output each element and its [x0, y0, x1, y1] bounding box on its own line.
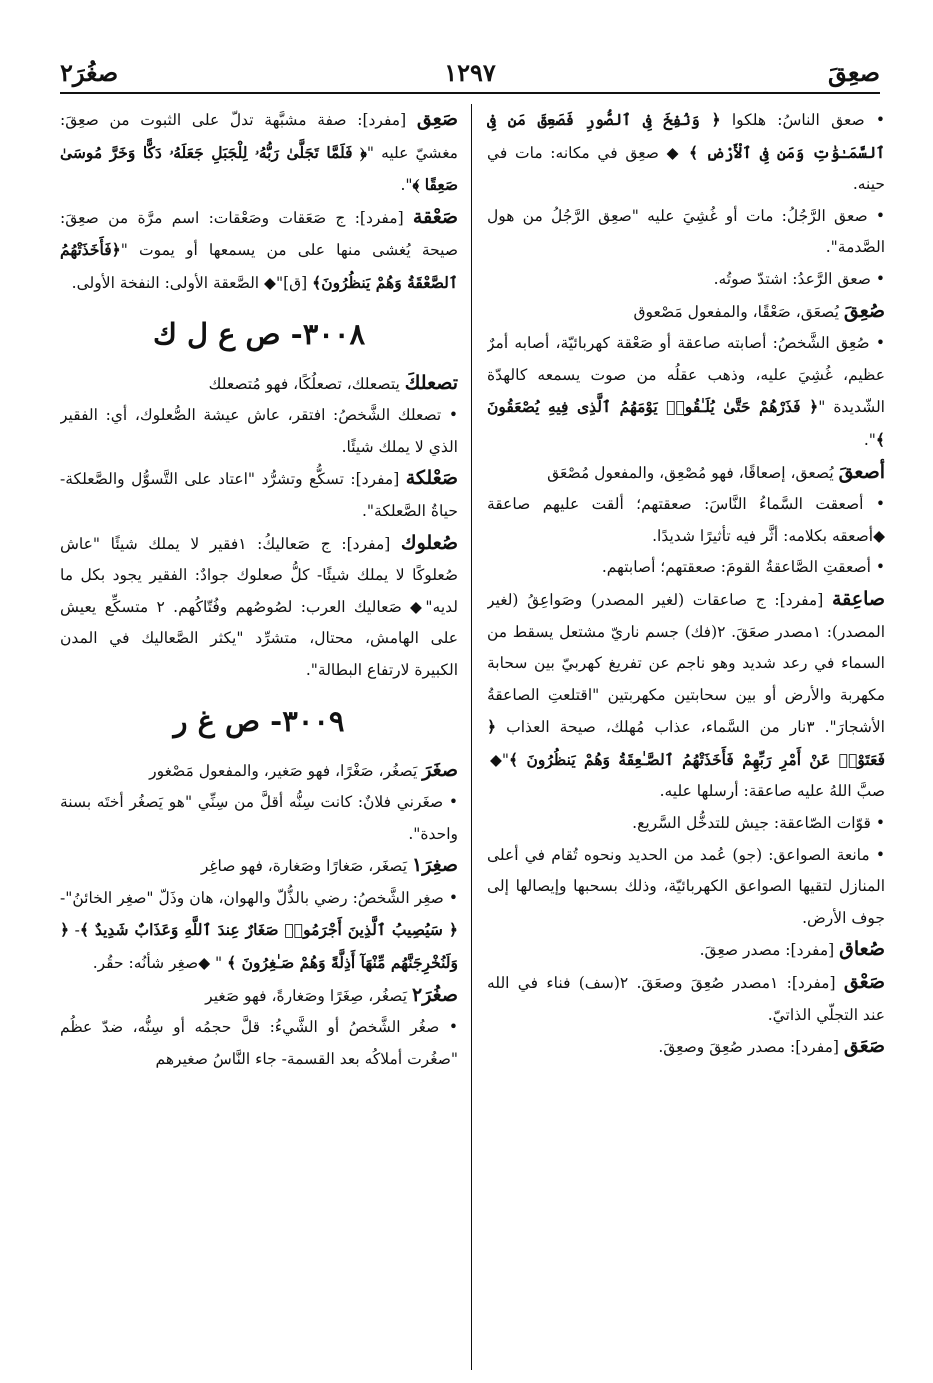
- entry-paragraph: [60, 202, 458, 300]
- entry-paragraph: [60, 755, 458, 788]
- root-section-heading: ٣٠٠٩- ص غ ر: [173, 703, 345, 738]
- entry-headword: صَعْلكة: [405, 467, 458, 490]
- entry-text: يَصغَر، صَغارًا وصَغارة، فهو صاغِر: [200, 857, 412, 876]
- entry-text: • صعق الناسُ: هلكوا: [720, 111, 885, 129]
- entry-text: [ق]"◆ الصَّعقة الأولى: النفخة الأولى.: [71, 273, 313, 292]
- entry-text: ◆ صعِق في مكانه: مات في حينه.: [487, 143, 885, 194]
- left-column: [60, 104, 458, 1374]
- entry-paragraph: [60, 787, 458, 850]
- entry-text: • تصعلك الشَّخصُ: افتقر، عاش عيشة الصُّعلوك، أي: الفقير الذي لا يملك شيئًا.: [60, 406, 458, 456]
- entry-headword: صُعاق: [839, 938, 885, 961]
- entry-text: • قوّات الصّاعقة: جيش للتدخُّل السَّريع.: [632, 814, 885, 833]
- entry-text: • صعق الرَّعدُ: اشتدّ صوتُه.: [713, 269, 885, 288]
- entry-paragraph: [487, 104, 885, 201]
- entry-text: [681, 144, 689, 162]
- entry-headword: صاعِقة: [831, 587, 885, 610]
- entry-paragraph: [487, 1031, 885, 1064]
- entry-paragraph: [487, 934, 885, 967]
- entry-paragraph: [60, 400, 458, 463]
- entry-text: • أصعقتِ الصَّاعقةُ القومَ: صعقتهم؛ أصابتهم.: [601, 558, 885, 577]
- entry-paragraph: [487, 328, 885, 456]
- entry-headword: صغِرَ١: [411, 854, 458, 877]
- entry-paragraph: [487, 201, 885, 264]
- entry-text: [مفرد]: ج صَعَقات وصَعْقات: اسم مرَّة من صعِقَ: صيحة يُغشى منها على من يسمعها أو يموت ": [60, 208, 458, 260]
- entry-headword: صَعَق: [843, 1035, 885, 1058]
- entry-paragraph: [487, 264, 885, 296]
- entry-headword: تصعلكَ: [404, 371, 458, 394]
- entry-text: [مفرد]: تسكُّع وتشرُّد "اعتاد على التَّسوُّل والصَّعلكة- حياةُ الصَّعلكة".: [60, 470, 458, 520]
- quran-quote: ﴿ وَنُفِخَ فِى ٱلصُّورِ فَصَعِقَ مَن فِى ٱلسَّمَـٰوَٰتِ وَمَن فِى ٱلْأَرْضِ ﴾: [487, 110, 885, 162]
- entry-text: [مفرد]: ج صَعاليكُ: ١فقير لا يملك شيئًا "عاش صُعلوكًا لا يملك شيئًا- كلُّ صعلوك جوادٌ: الفقير يجود بكل ما لديه"◆ صَعاليك العرب: لصُوصُهم وفُتّاكُهم. ٢ متسكِّع يعيش على الهامش، محتال، متشرِّد "يكثر الصَّعاليك في المدن الكبيرة لارتفاع البطالة".: [60, 534, 458, 679]
- quran-quote: ﴿ فَلَمَّا تَجَلَّىٰ رَبُّهُۥ لِلْجَبَلِ جَعَلَهُۥ دَكًّا وَخَرَّ مُوسَىٰ صَعِقًا ﴾: [60, 142, 458, 195]
- entry-paragraph: [60, 850, 458, 883]
- entry-text: • صعق الرَّجُلُ: مات أو غُشِيَ عليه "صعِق الرَّجُلُ من هول الصَّدمة".: [487, 206, 885, 257]
- entry-paragraph: [60, 368, 458, 401]
- running-headword-right: صعِقَ: [828, 58, 880, 87]
- entry-headword: صَعْق: [843, 971, 885, 994]
- quran-quote: ﴿فَأَخَذَتْهُمُ ٱلصَّعْقَةُ وَهُمْ يَنظُرُونَ﴾: [60, 240, 458, 292]
- root-section-heading: ٣٠٠٨- ص ع ل ك: [152, 316, 366, 351]
- column-divider: [471, 104, 472, 1370]
- entry-paragraph: [60, 463, 458, 527]
- entry-text: -: [69, 921, 80, 940]
- entry-paragraph: [487, 584, 885, 808]
- entry-text: يُصعق، إصعاقًا، فهو مُصْعِق، والمفعول مُصْعَق: [547, 463, 839, 482]
- entry-text: [مفرد]: ١مصدر صُعِقَ وصعَقَ. ٢(سف) فناء في الله عند التجلّي الذاتيّ.: [487, 974, 885, 1024]
- entry-text: [مفرد]: مصدر صعِقَ.: [699, 941, 840, 960]
- entry-paragraph: [60, 1012, 458, 1075]
- entry-paragraph: [60, 104, 458, 202]
- entry-text: [مفرد]: ج صاعقات (لغير المصدر) وصَواعِقُ (لغير المصدر): ١مصدر صعَقَ. ٢(فك) جسم ناريّ مشتعل يسقط من السماء في رعد شديد وهو ناجم عن تفريغ كهربيّ بين سحابة مكهربة والأرض أو بين سحابتين مكهربتين "اقتلعتِ الصاعقةُ الأشجارَ". ٣نار من السَّماء، عذاب مُهلك، صيحة العذاب: [487, 590, 885, 737]
- quran-quote: ﴿ سَيُصِيبُ ٱلَّذِينَ أَجْرَمُوا۟ صَغَارٌ عِندَ ٱللَّهِ وَعَذَابٌ شَدِيدٌ ﴾: [79, 920, 458, 940]
- entry-headword: صُعلوك: [400, 531, 458, 554]
- entry-paragraph: [487, 457, 885, 490]
- entry-text: • صغُر الشَّخصُ أو الشَّيءُ: قلَّ حجمُه أو سِنُّه، ضدّ عظُم "صغُرت أملاكُه بعد القسمة- جاء النَّاسُ صغيرهم: [60, 1018, 458, 1068]
- entry-paragraph: [60, 528, 458, 687]
- entry-paragraph: [487, 967, 885, 1031]
- quran-quote: ﴿ وَلَنُخْرِجَنَّهُم مِّنْهَآ أَذِلَّةً وَهُمْ صَـٰغِرُونَ ﴾: [60, 920, 458, 973]
- entry-paragraph: [487, 489, 885, 552]
- quran-quote: ﴿ فَذَرْهُمْ حَتَّىٰ يُلَـٰقُوا۟ يَوْمَهُمُ ٱلَّذِى فِيهِ يُصْعَقُونَ ﴾: [487, 397, 885, 449]
- entry-headword: صغَرَ: [422, 758, 458, 781]
- entry-text: ".: [400, 176, 413, 195]
- entry-text: " ◆صغِر شأنُه: حقُر.: [92, 954, 228, 973]
- entry-paragraph: [487, 552, 885, 584]
- entry-headword: صغُرَ٢: [411, 983, 458, 1006]
- entry-text: • صُعِق الشَّخصُ: أصابته صاعقة أو صَعْقة كهربائيّة، أصابه أمرٌ عظيم، غُشِيَ عليه، وذهب عقلُه من صوت يسمعه كالهدّة الشّديدة ": [487, 334, 885, 417]
- entry-text: • صغِر الشَّخصُ: رضي بالذُّلّ والهوان، هان وذَلّ "صغِر الخائنُ"-: [60, 888, 458, 907]
- entry-text: • مانعة الصواعق: (جو) عُمد من الحديد ونحوه تُقام في أعلى المنازل لتقيها الصواعق الكهربائيّة، وذلك بسحبها وإيصالها إلى جوف الأرض.: [487, 845, 885, 927]
- entry-text: [مفرد]: صفة مشبَّهة تدلّ على الثبوت من صعِقَ: مغشيّ عليه ": [60, 111, 458, 162]
- entry-headword: صَعْقة: [412, 205, 458, 228]
- entry-paragraph: [60, 883, 458, 980]
- entry-text: "◆ صبَّ اللهُ عليه صاعقة: أرسلها عليه.: [487, 750, 885, 801]
- entry-text: يَصغُر، صَغْرًا، فهو صَغير، والمفعول مَصْغور: [149, 761, 423, 780]
- entry-headword: صُعِقَ: [843, 299, 885, 322]
- running-headword-left: صغُرَ٢: [60, 58, 119, 87]
- entry-headword: أصعقَ: [838, 460, 885, 483]
- entry-text: ".: [863, 430, 876, 449]
- entry-text: • صغَرني فلانٌ: كانت سِنُّه أقلَّ من سِنِّي "هو يَصغُر أختَه بسنة واحدة".: [60, 793, 458, 843]
- entry-text: يَصغُر، صِغَرًا وصَغارةً، فهو صَغير: [205, 986, 412, 1005]
- entry-text: يُصعَق، صَعْقًا، والمفعول مَصْعوق: [633, 302, 844, 321]
- entry-paragraph: [60, 980, 458, 1013]
- entry-text: • أصعقت السَّماءُ النَّاسَ: صعقتهم؛ ألقت عليهم صاعقة ◆أصعقه بكلامه: أثَّر فيه تأثيرًا شديدًا.: [487, 495, 885, 545]
- entry-paragraph: [487, 808, 885, 840]
- entry-paragraph: [487, 296, 885, 329]
- entry-headword: صَعِق: [416, 108, 458, 130]
- entry-paragraph: [487, 840, 885, 935]
- page-number: ١٢٩٧: [444, 58, 496, 87]
- entry-text: [مفرد]: مصدر صُعِقَ وصعِقَ.: [658, 1038, 844, 1057]
- right-column: [487, 104, 885, 1374]
- entry-text: يتصعلك، تصعلُكًا، فهو مُتصعلك: [208, 374, 405, 393]
- page-header: [60, 48, 880, 94]
- quran-quote: ﴿ فَعَتَوْا۟ عَنْ أَمْرِ رَبِّهِمْ فَأَخَذَتْهُمُ ٱلصَّـٰعِقَةُ وَهُمْ يَنظُرُونَ ﴾: [487, 717, 885, 769]
